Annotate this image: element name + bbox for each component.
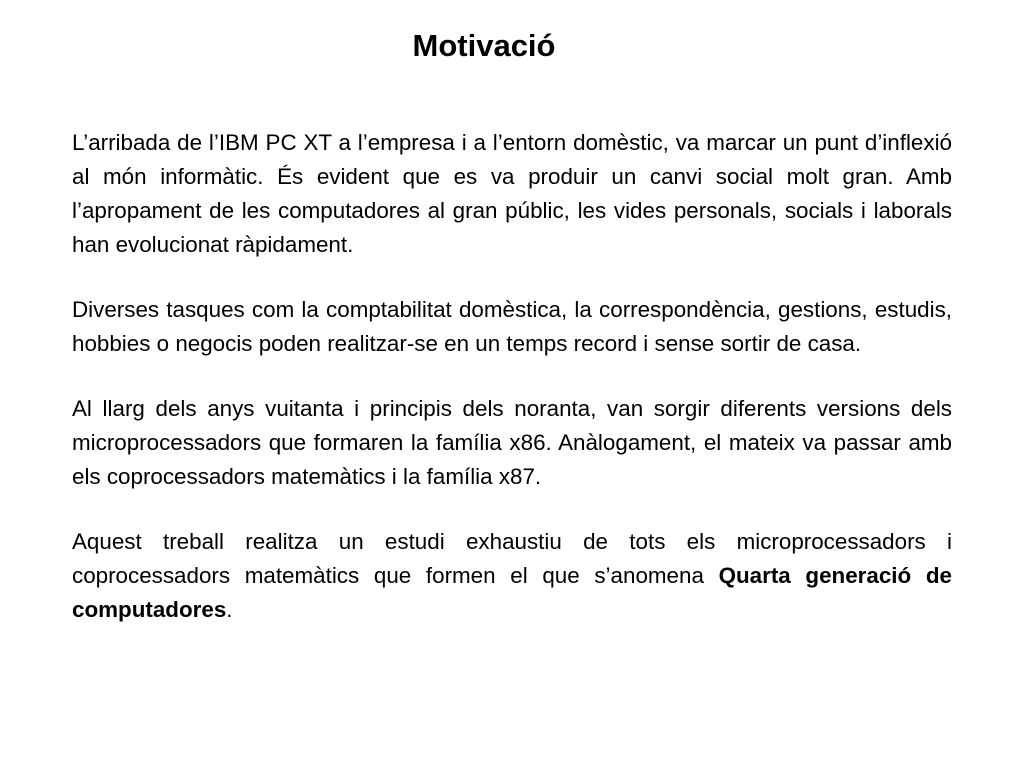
slide-title: Motivació: [412, 28, 556, 63]
slide-body: [72, 126, 952, 627]
paragraph-x86-x87: Al llarg dels anys vuitanta i principis dels noranta, van sorgir diferents versions dels microprocessadors que formaren la família x86. Anàlogament, el mateix va passar amb els coprocessadors matemàtics i la família x87.: [72, 396, 952, 489]
paragraph-study-text: Aquest treball realitza un estudi exhaustiu de tots els microprocessadors i coprocessadors matemàtics que formen el que s’anomena: [72, 529, 952, 588]
paragraph-study-end: .: [226, 597, 233, 622]
paragraph-ibm-pc-xt: L’arribada de l’IBM PC XT a l’empresa i a l’entorn domèstic, va marcar un punt d’inflexió al món informàtic. És evident que es va produir un canvi social molt gran. Amb l’apropament de les computadores al gran públic, les vides personals, socials i laborals han evolucionat ràpidament.: [72, 130, 952, 257]
fourth-generation-highlight: Quarta generació de computadores: [72, 563, 952, 622]
paragraph-tasks: Diverses tasques com la comptabilitat domèstica, la correspondència, gestions, estudis, hobbies o negocis poden realitzar-se en un temps record i sense sortir de casa.: [72, 297, 952, 356]
paragraph-study: [72, 525, 952, 627]
